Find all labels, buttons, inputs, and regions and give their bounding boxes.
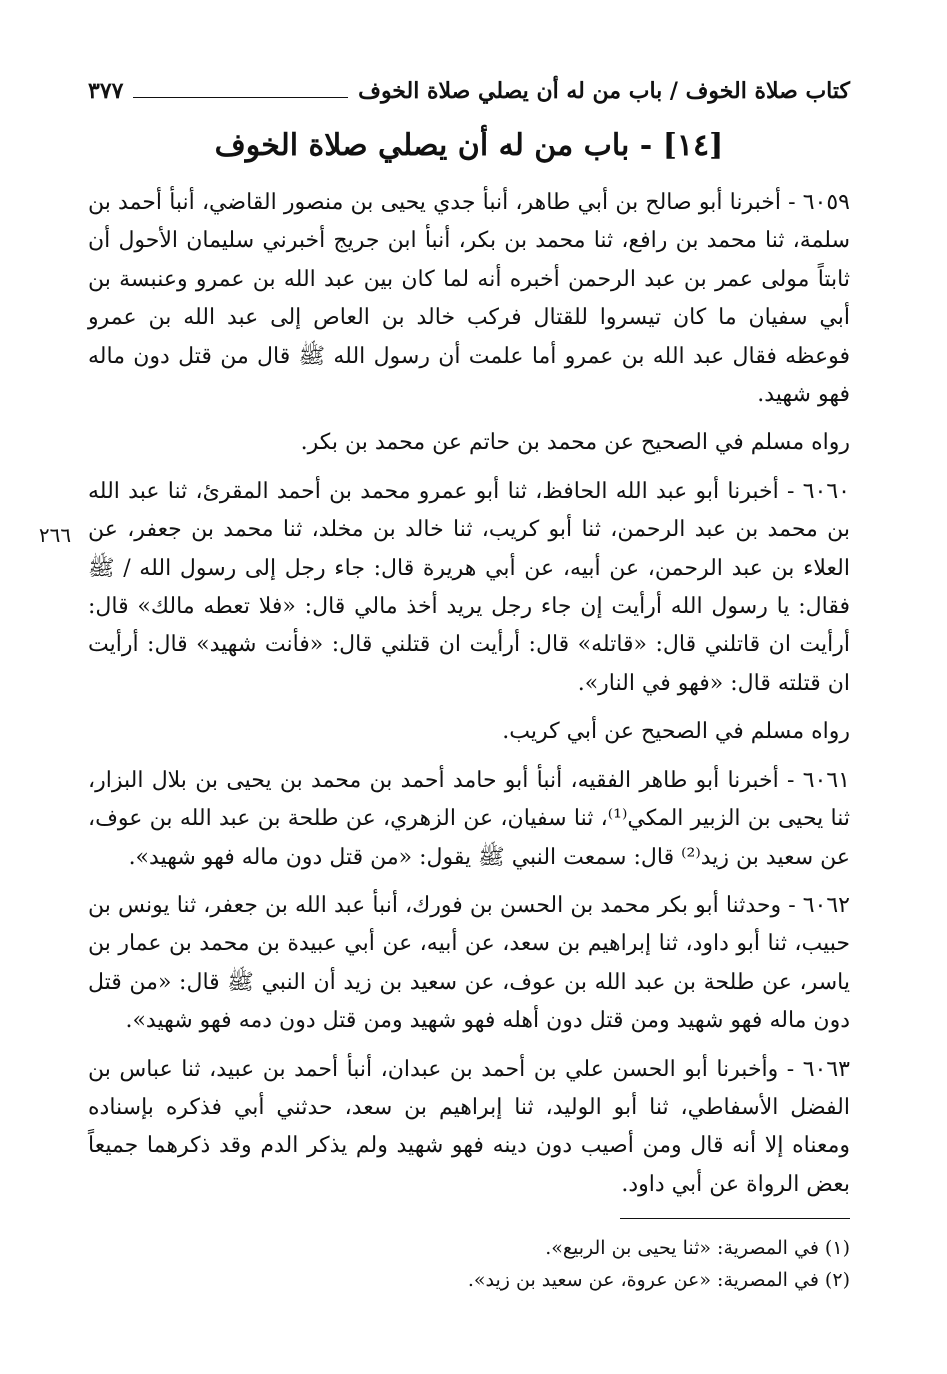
hadith-6063: ٦٠٦٣ - وأخبرنا أبو الحسن علي بن أحمد بن عبدان، أنبأ أحمد بن عبيد، ثنا عباس بن الفضل الأسفاطي، ثنا أبو الوليد، ثنا إبراهيم بن سعد، حدثني أبي فذكره بإسناده ومعناه إلا أنه قال ومن أصيب دون دينه فهو شهيد ولم يذكر الدم وقد ذكرهما جميعاً بعض الرواة عن أبي داود. (88, 1056, 850, 1197)
chapter-title: [١٤] - باب من له أن يصلي صلاة الخوف (214, 128, 724, 163)
narration-note-6060: رواه مسلم في الصحيح عن أبي كريب. (502, 719, 850, 745)
footnotes (88, 1232, 850, 1296)
hadith-6061: ٦٠٦١ - أخبرنا أبو طاهر الفقيه، أنبأ أبو حامد أحمد بن محمد بن يحيى بن بلال البزار، ثنا يحيى بن الزبير المكي⁽¹⁾، ثنا سفيان، عن الزهري، عن طلحة بن عبد الله بن عوف، عن سعيد بن زيد⁽²⁾ قال: سمعت النبي ﷺ يقول: «من قتل دون ماله فهو شهيد». (88, 767, 851, 870)
running-header (88, 74, 850, 108)
page-number: ٣٧٧ (88, 78, 124, 104)
running-title: كتاب صلاة الخوف / باب من له أن يصلي صلاة الخوف (358, 78, 850, 104)
hadith-6062: ٦٠٦٢ - وحدثنا أبو بكر محمد بن الحسن بن فورك، أنبأ عبد الله بن جعفر، ثنا يونس بن حبيب، ثنا أبو داود، ثنا إبراهيم بن سعد، عن أبيه، عن أبي عبيدة بن محمد بن عمار بن ياسر، عن طلحة بن عبد الله بن عوف، عن سعيد بن زيد أن النبي ﷺ قال: «من قتل دون ماله فهو شهيد ومن قتل دون أهله فهو شهيد ومن قتل دون دمه فهو شهيد». (88, 892, 850, 1034)
main-text (88, 184, 850, 1214)
hadith-6059: ٦٠٥٩ - أخبرنا أبو صالح بن أبي طاهر، أنبأ جدي يحيى بن منصور القاضي، أنبأ أحمد بن سلمة، ثنا محمد بن رافع، ثنا محمد بن بكر، أنبأ ابن جريج أخبرني سليمان الأحول أن ثابتاً مولى عمر بن عبد الرحمن أخبره أنه لما كان بين عبد الله بن عمرو وعنبسة بن أبي سفيان ما كان تيسروا للقتال فركب خالد بن العاص إلى عبد الله بن عمرو فوعظه فقال عبد الله بن عمرو أما علمت أن رسول الله ﷺ قال من قتل دون ماله فهو شهيد. (88, 190, 850, 408)
footnote-1: (١) في المصرية: «ثنا يحيى بن الربيع». (545, 1237, 850, 1259)
margin-page-reference: ٢٦٦ (38, 523, 72, 547)
narration-note-6059: رواه مسلم في الصحيح عن محمد بن حاتم عن محمد بن بكر. (300, 430, 850, 456)
footnote-divider (620, 1218, 850, 1219)
hadith-6060: ٦٠٦٠ - أخبرنا أبو عبد الله الحافظ، ثنا أبو عمرو محمد بن أحمد المقرئ، ثنا عبد الله بن محمد بن عبد الرحمن، ثنا أبو كريب، ثنا خالد بن مخلد، ثنا محمد بن جعفر، عن العلاء بن عبد الرحمن، عن أبيه، عن أبي هريرة قال: جاء رجل إلى رسول الله / ﷺ فقال: يا رسول الله أرأيت إن جاء رجل يريد أخذ مالي قال: «فلا تعطه مالك» قال: أرأيت ان قاتلني قال: «قاتله» قال: أرأيت ان قتلني قال: «فأنت شهيد» قال: أرأيت ان قتلته قال: «فهو في النار». (88, 478, 850, 696)
footnote-2: (٢) في المصرية: «عن عروة، عن سعيد بن زيد». (467, 1269, 850, 1291)
header-rule (133, 97, 348, 98)
